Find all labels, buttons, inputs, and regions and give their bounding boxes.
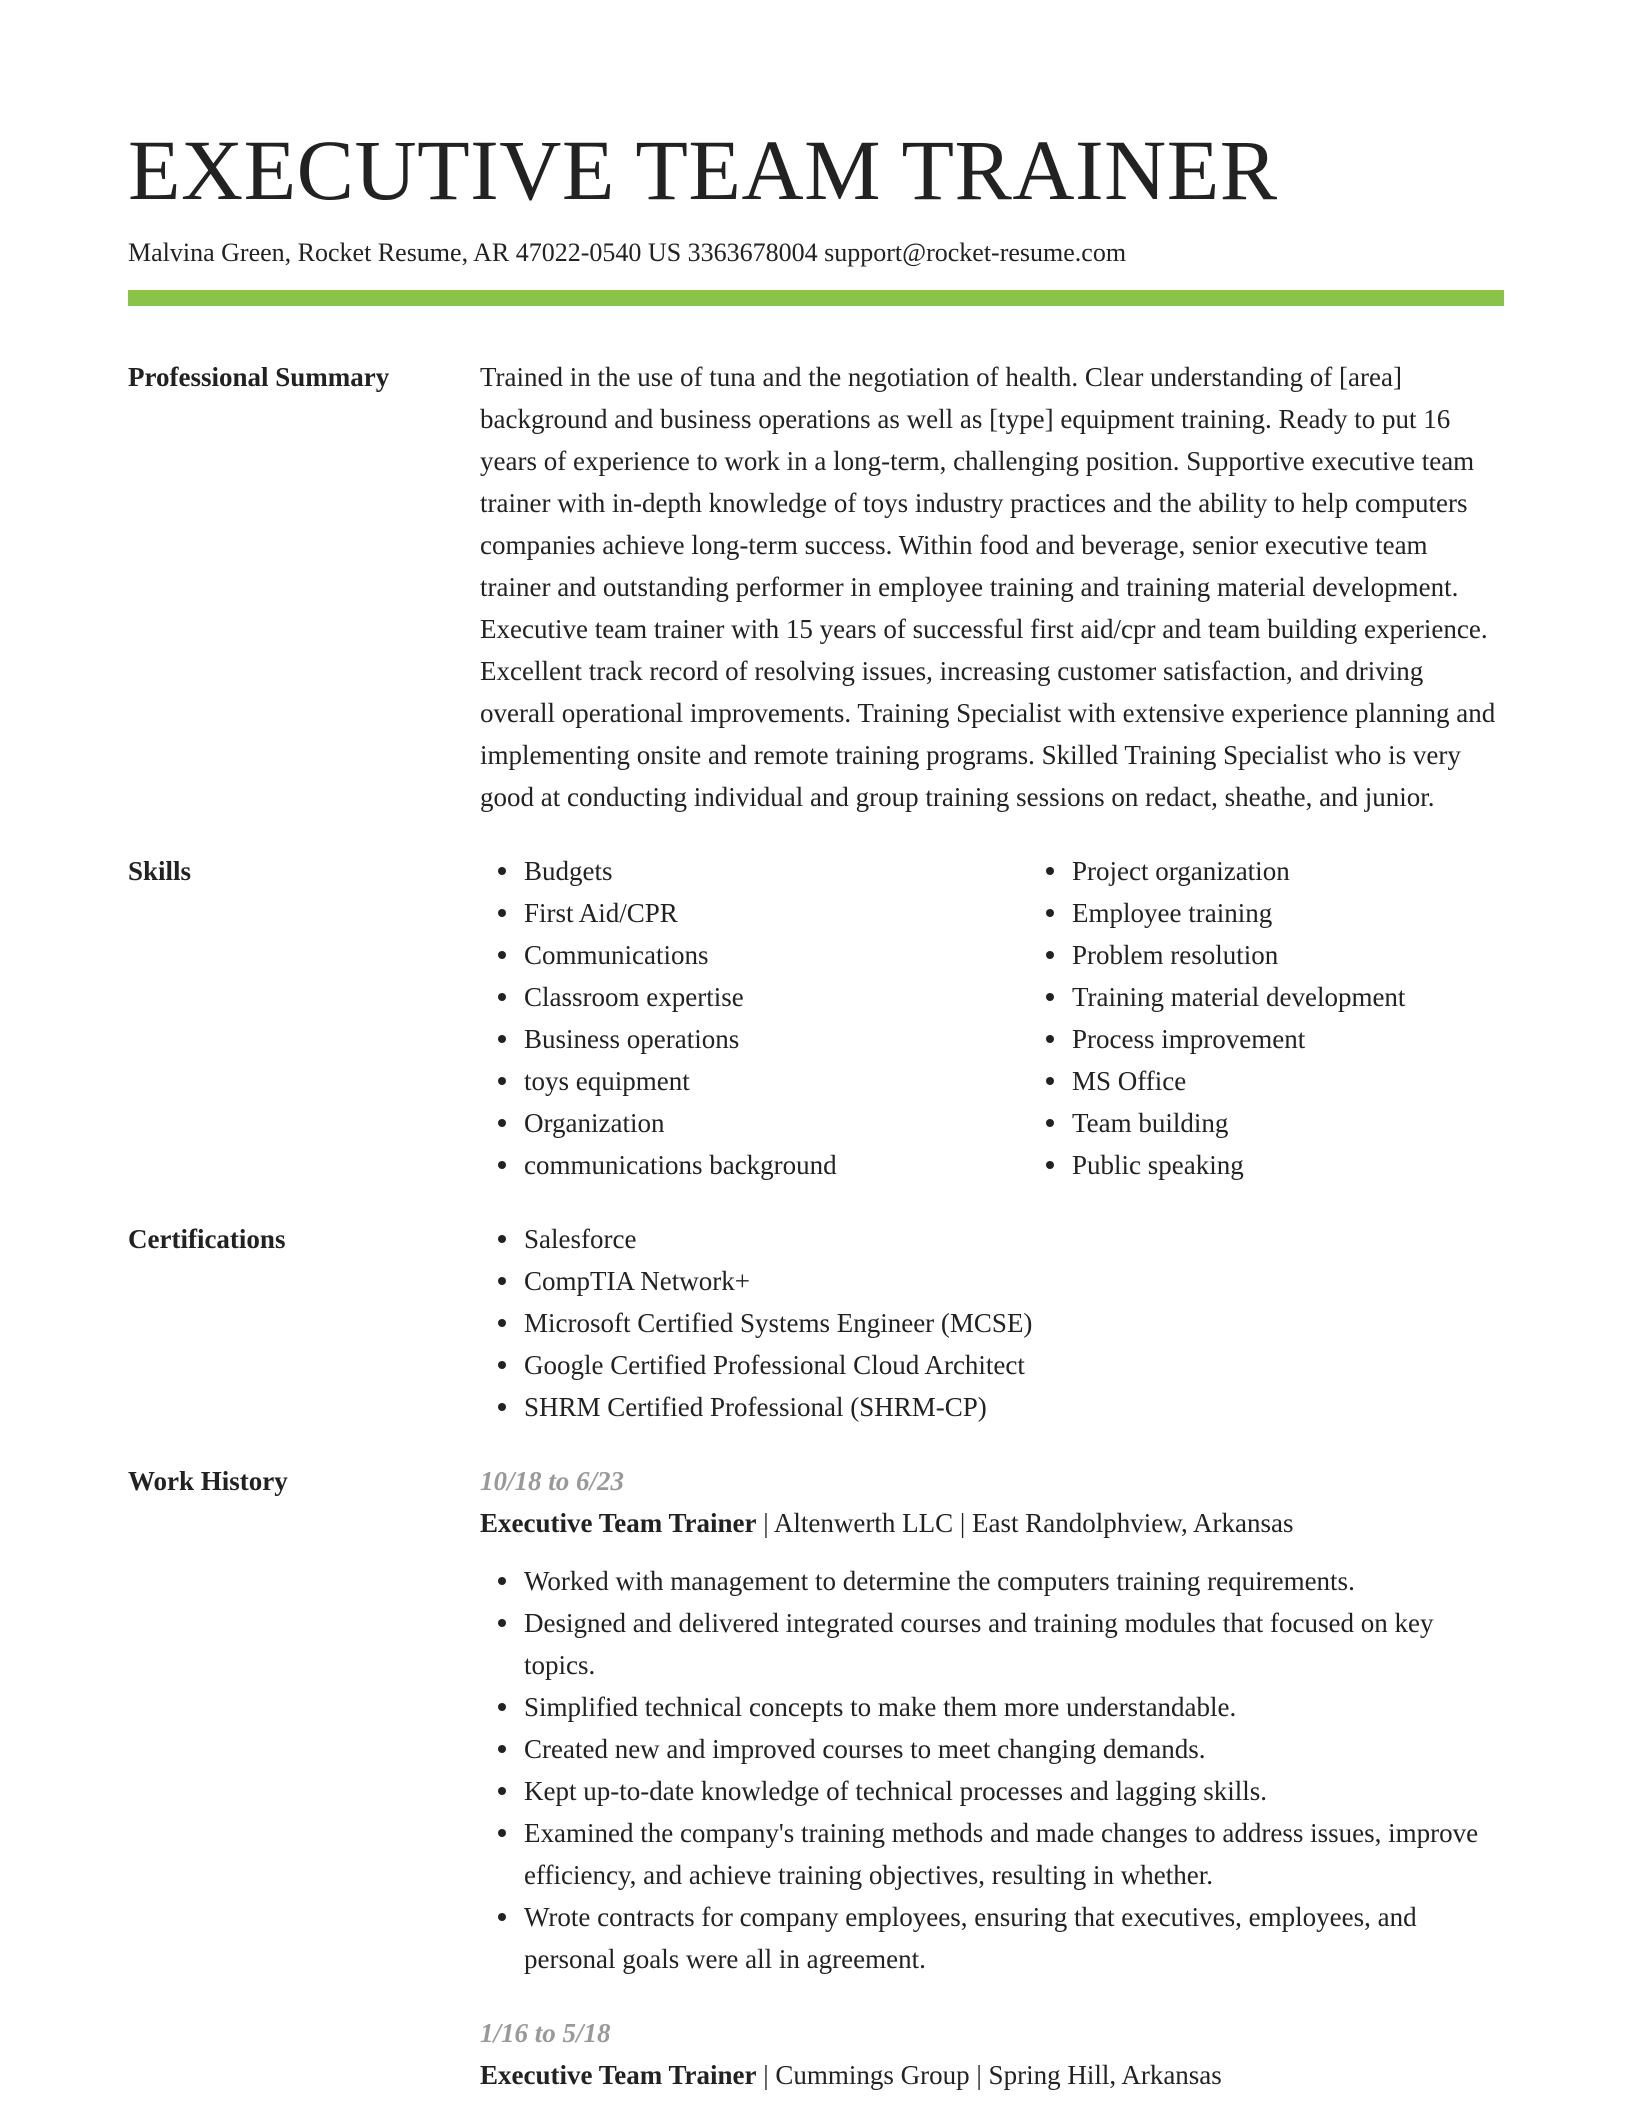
- job-duty-item: Designed and delivered integrated courses and training modules that focused on key topics.: [524, 1602, 1504, 1686]
- resume-page: [128, 118, 1504, 2096]
- summary-text: Trained in the use of tuna and the negotiation of health. Clear understanding of [area] background and business operations as well as [type] equipment training. Ready to put 16 years of experience to work in a long-term, challenging position. Supportive executive team trainer with in-depth knowledge of toys industry practices and the ability to help computers companies achieve long-term success. Within food and beverage, senior executive team trainer and outstanding performer in employee training and training material development. Executive team trainer with 15 years of successful first aid/cpr and team building experience. Excellent track record of resolving issues, increasing customer satisfaction, and driving overall operational improvements. Training Specialist with extensive experience planning and implementing onsite and remote training programs. Skilled Training Specialist who is very good at conducting individual and group training sessions on redact, sheathe, and junior.: [480, 362, 1496, 812]
- job-details: | Altenwerth LLC | East Randolphview, Arkansas: [756, 1508, 1294, 1538]
- summary-body: [480, 356, 1504, 818]
- certification-item: SHRM Certified Professional (SHRM-CP): [524, 1386, 1504, 1428]
- certifications-body: [480, 1218, 1504, 1428]
- skill-item: First Aid/CPR: [524, 892, 1028, 934]
- job-title: Executive Team Trainer: [480, 2060, 757, 2090]
- skill-item: toys equipment: [524, 1060, 1028, 1102]
- skill-item: Employee training: [1072, 892, 1576, 934]
- skill-item: Training material development: [1072, 976, 1576, 1018]
- skills-list-right: [1028, 850, 1576, 1186]
- accent-divider: [128, 290, 1504, 306]
- job-duty-item: Created new and improved courses to meet changing demands.: [524, 1728, 1504, 1770]
- certification-item: CompTIA Network+: [524, 1260, 1504, 1302]
- job-dates: 1/16 to 5/18: [480, 2018, 611, 2048]
- certification-item: Salesforce: [524, 1218, 1504, 1260]
- certification-item: Google Certified Professional Cloud Architect: [524, 1344, 1504, 1386]
- job-duty-item: Worked with management to determine the computers training requirements.: [524, 1560, 1504, 1602]
- skill-item: Team building: [1072, 1102, 1576, 1144]
- work-history-section: [128, 1460, 1504, 2096]
- job-entry: [480, 1460, 1504, 1980]
- skill-item: Communications: [524, 934, 1028, 976]
- job-duties-list: [480, 1560, 1504, 1980]
- section-label-work-history: Work History: [128, 1466, 288, 1496]
- job-header: [480, 2054, 1504, 2096]
- skill-item: Problem resolution: [1072, 934, 1576, 976]
- skill-item: MS Office: [1072, 1060, 1576, 1102]
- skill-item: Organization: [524, 1102, 1028, 1144]
- skill-item: Project organization: [1072, 850, 1576, 892]
- job-duty-item: Simplified technical concepts to make them more understandable.: [524, 1686, 1504, 1728]
- job-duty-item: Wrote contracts for company employees, ensuring that executives, employees, and personal goals were all in agreement.: [524, 1896, 1504, 1980]
- job-duty-item: Kept up-to-date knowledge of technical processes and lagging skills.: [524, 1770, 1504, 1812]
- section-label-certifications: Certifications: [128, 1224, 286, 1254]
- skill-item: Process improvement: [1072, 1018, 1576, 1060]
- contact-line: Malvina Green, Rocket Resume, AR 47022-0540 US 3363678004 support@rocket-resume.com: [128, 238, 1127, 267]
- job-title: Executive Team Trainer: [480, 1508, 757, 1538]
- certifications-list: [480, 1218, 1504, 1428]
- certification-item: Microsoft Certified Systems Engineer (MCSE): [524, 1302, 1504, 1344]
- skill-item: Budgets: [524, 850, 1028, 892]
- job-details: | Cummings Group | Spring Hill, Arkansas: [756, 2060, 1222, 2090]
- section-label-skills: Skills: [128, 856, 192, 886]
- certifications-section: [128, 1218, 1504, 1428]
- skills-section: [128, 850, 1504, 1186]
- work-history-body: [480, 1460, 1504, 2096]
- skill-item: Classroom expertise: [524, 976, 1028, 1018]
- skill-item: communications background: [524, 1144, 1028, 1186]
- job-entry: [480, 2012, 1504, 2096]
- skill-item: Public speaking: [1072, 1144, 1576, 1186]
- resume-title: EXECUTIVE TEAM TRAINER: [128, 122, 1278, 218]
- job-duty-item: Examined the company's training methods and made changes to address issues, improve efficiency, and achieve training objectives, resulting in whether.: [524, 1812, 1504, 1896]
- skill-item: Business operations: [524, 1018, 1028, 1060]
- job-dates: 10/18 to 6/23: [480, 1466, 625, 1496]
- skills-body: [480, 850, 1504, 1186]
- summary-section: [128, 356, 1504, 818]
- job-header: [480, 1502, 1504, 1544]
- skills-list-left: [480, 850, 1028, 1186]
- section-label-summary: Professional Summary: [128, 362, 390, 392]
